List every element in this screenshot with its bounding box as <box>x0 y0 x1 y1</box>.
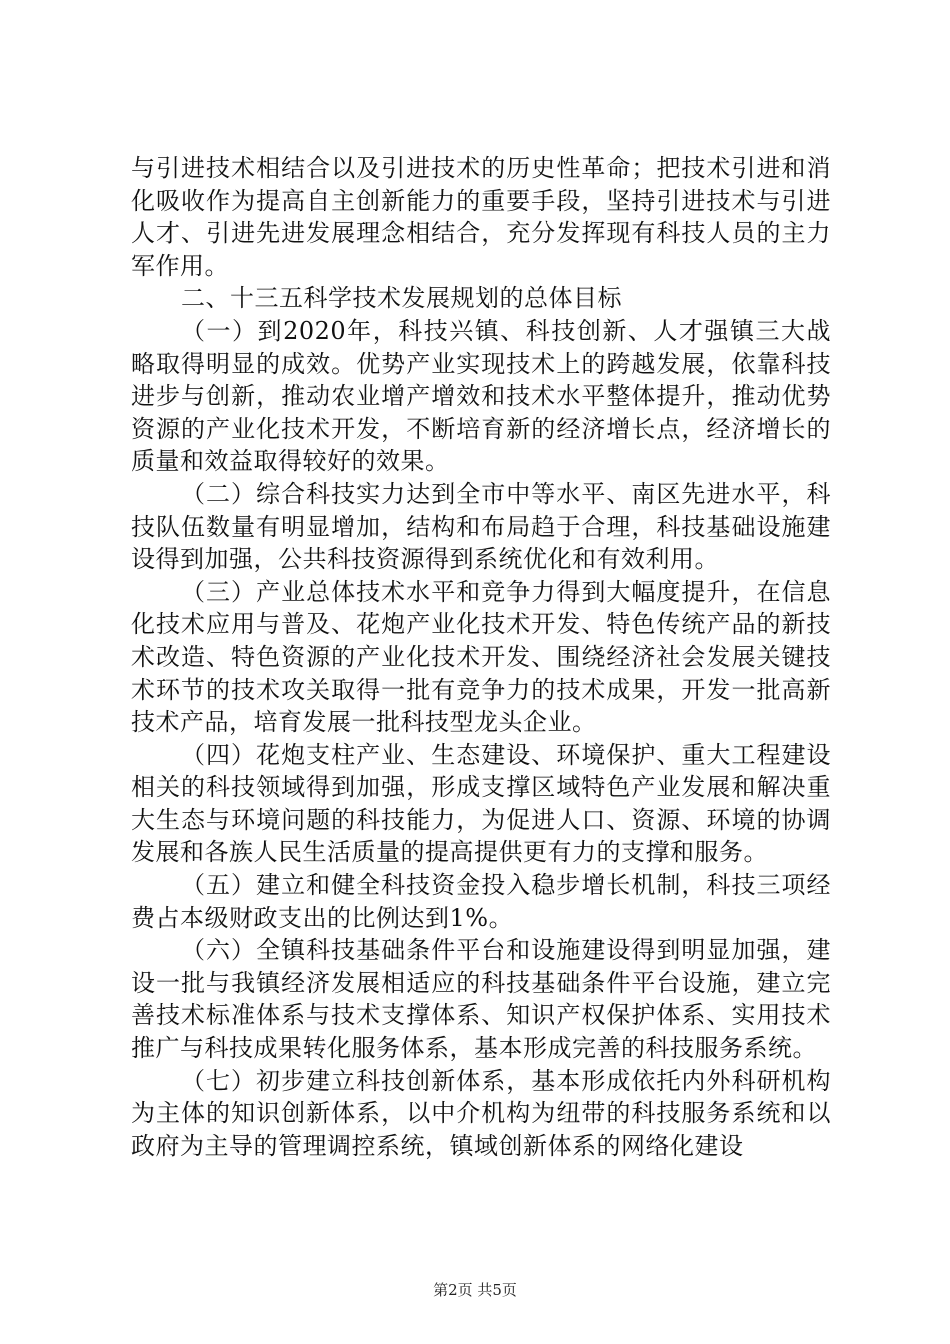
paragraph-goal-1: （一）到2020年，科技兴镇、科技创新、人才强镇三大战略取得明显的成效。优势产业实现技术上的跨越发展，依靠科技进步与创新，推动农业增产增效和技术水平整体提升，推动优势资源的产业化技术开发，不断培育新的经济增长点，经济增长的质量和效益取得较好的效果。 <box>131 316 831 476</box>
paragraph-goal-7: （七）初步建立科技创新体系，基本形成依托内外科研机构为主体的知识创新体系，以中介机构为纽带的科技服务系统和以政府为主导的管理调控系统，镇域创新体系的网络化建设 <box>131 1066 831 1160</box>
paragraph-continuation: 与引进技术相结合以及引进技术的历史性革命；把技术引进和消化吸收作为提高自主创新能力的重要手段，坚持引进技术与引进人才、引进先进发展理念相结合，充分发挥现有科技人员的主力军作用。 <box>131 154 831 280</box>
paragraph-goal-6: （六）全镇科技基础条件平台和设施建设得到明显加强，建设一批与我镇经济发展相适应的科技基础条件平台设施，建立完善技术标准体系与技术支撑体系、知识产权保护体系、实用技术推广与科技成果转化服务体系，基本形成完善的科技服务系统。 <box>131 936 831 1063</box>
paragraph-goal-2: （二）综合科技实力达到全市中等水平、南区先进水平，科技队伍数量有明显增加，结构和布局趋于合理，科技基础设施建设得到加强，公共科技资源得到系统优化和有效利用。 <box>131 479 831 574</box>
document-body <box>131 152 831 1162</box>
page-footer: 第2页 共5页 <box>433 1281 517 1299</box>
section-heading: 二、十三五科学技术发展规划的总体目标 <box>181 284 622 313</box>
paragraph-goal-5: （五）建立和健全科技资金投入稳步增长机制，科技三项经费占本级财政支出的比例达到1%。 <box>131 871 831 932</box>
paragraph-goal-3: （三）产业总体技术水平和竞争力得到大幅度提升，在信息化技术应用与普及、花炮产业化技术开发、特色传统产品的新技术改造、特色资源的产业化技术开发、围绕经济社会发展关键技术环节的技术攻关取得一批有竞争力的技术成果，开发一批高新技术产品，培育发展一批科技型龙头企业。 <box>131 577 831 737</box>
paragraph-goal-4: （四）花炮支柱产业、生态建设、环境保护、重大工程建设相关的科技领域得到加强，形成支撑区域特色产业发展和解决重大生态与环境问题的科技能力，为促进人口、资源、环境的协调发展和各族人民生活质量的提高提供更有力的支撑和服务。 <box>131 740 831 867</box>
